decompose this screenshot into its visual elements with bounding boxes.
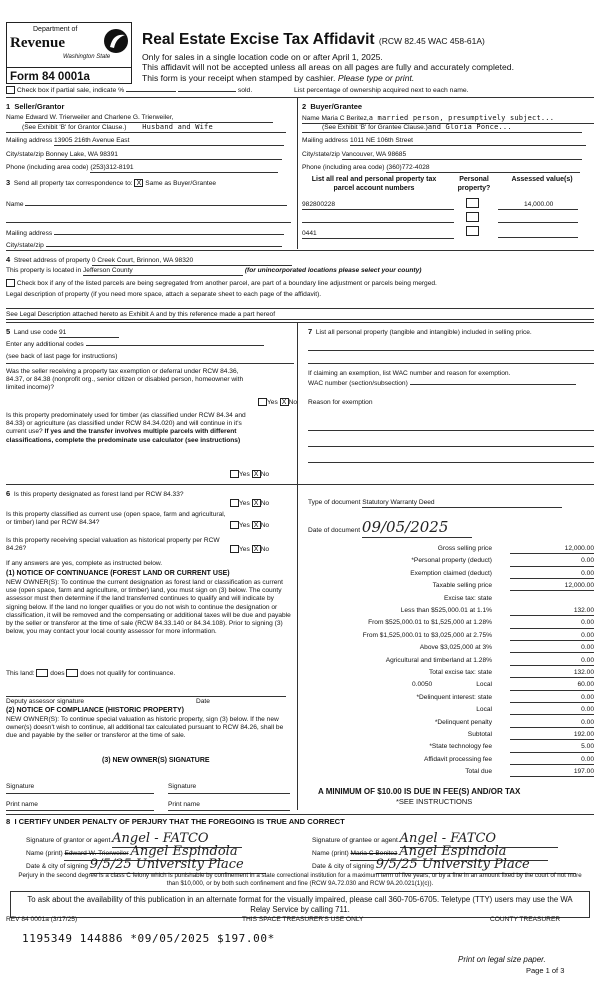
value-1[interactable]: 14,000.00 — [498, 201, 578, 210]
if-any-yes: If any answers are yes, complete as instructed below. — [6, 560, 163, 567]
segregated-checkbox[interactable] — [6, 279, 15, 287]
dept-line3: Washington State — [63, 54, 111, 60]
tax-row-label: *Delinquent interest: state — [416, 693, 492, 701]
forest-yes-no: Yes X No — [230, 499, 269, 508]
buyer-name-row: Name Maria C Beritez,a married person, presumptively subject... — [302, 114, 594, 124]
page-number: Page 1 of 3 — [526, 966, 565, 975]
exemption-no-checkbox[interactable]: X — [280, 398, 289, 406]
tax-row-label: From $1,525,000.01 to $3,025,000 at 2.75% — [362, 631, 492, 639]
tax-row-label: Subtotal — [467, 731, 492, 738]
tax-row-label: Agricultural and timberland at 1.28% — [385, 656, 492, 664]
tax-row-label: Taxable selling price — [432, 582, 492, 590]
grantor-date-city[interactable]: 9/5/25 University Place — [90, 857, 266, 874]
exemption-yes-checkbox[interactable] — [258, 398, 267, 406]
tax-row-label: From $525,000.01 to $1,525,000 at 1.28% — [368, 619, 492, 627]
forest-question: 6 Is this property designated as forest land per RCW 84.33? — [6, 489, 184, 498]
tax-row-value[interactable]: 0.00 — [510, 570, 594, 579]
personal-col-header: Personal property? — [457, 176, 491, 192]
tax-row-label: Less than $525,000.01 at 1.1% — [400, 607, 492, 614]
county-select[interactable]: Jefferson County — [83, 267, 243, 276]
partial-sale-checkbox[interactable] — [6, 86, 15, 94]
tax-row-value[interactable]: 5.00 — [510, 743, 594, 752]
tax-row-value[interactable]: 12,000.00 — [510, 582, 594, 591]
perjury-note: Perjury in the second degree is a class C felony which is punishable by confinement in a state correctional institution for a maximum term of five years, or by a fine in an amount fixed by the court of not more than $10,000, or by both such confinement and fine (RCW 9A.72.030 and RCW 9A.20.021(1)(c)). — [18, 872, 582, 887]
seller-name[interactable]: Edward W. Trierweiler and Charlene G. Trierweiler, — [25, 114, 273, 123]
county-row: This property is located in Jefferson County (for unincorporated locations please select your county) — [6, 267, 421, 276]
seller-relationship: Husband and Wife — [142, 123, 213, 131]
forest-yes-checkbox[interactable] — [230, 499, 239, 507]
buyer-name2-row: (See Exhibit 'B' for Grantee Clause.)and Gloria Ponce... — [302, 123, 582, 133]
deputy-sig-label: Deputy assessor signature — [6, 698, 85, 705]
tax-row-label: Above $3,025,000 at 3% — [419, 644, 492, 652]
dor-logo-box — [6, 22, 132, 68]
tax-row-label: Total excise tax: state — [428, 669, 492, 676]
seller-mailing-row: Mailing address 13905 216th Avenue East — [6, 137, 284, 146]
grantor-agent-name[interactable]: Angel Espindola — [130, 844, 238, 859]
historic-question: Is this property receiving special valuation as historical property per RCW 84.26? — [6, 537, 220, 553]
tax-row-label: Excise tax: state — [443, 594, 492, 602]
buyer-name[interactable]: Maria C Beritez, — [321, 115, 369, 122]
historic-yes-checkbox[interactable] — [230, 545, 239, 553]
wac-instructions: If claiming an exemption, list WAC number and reason for exemption. — [308, 370, 511, 377]
timber-yes-checkbox[interactable] — [230, 470, 239, 478]
owner-print-label-1: Print name — [6, 801, 38, 808]
alt-format-note: To ask about the availability of this publication in an alternate format for the visually impaired, please call 360-705-6705. Teletype (TTY) users may use the WA Relay Service by calling 711. — [10, 891, 590, 918]
grantor-name-row: Name (print) Edward W. Trierweiler Angel Espindola — [26, 844, 224, 861]
notice3-title: (3) NEW OWNER(S) SIGNATURE — [102, 757, 210, 764]
same-as-buyer-checkbox[interactable]: X — [134, 179, 143, 187]
tax-row-label: Local — [476, 681, 492, 689]
exemption-question: Was the seller receiving a property tax exemption or deferral under RCW 84.36, 84.37, or 84.38 (nonprofit org., senior citizen or disabled person, homeowner with limited income)? — [6, 368, 244, 392]
doc-date-row: Date of document 09/05/2025 — [308, 518, 472, 538]
buyer-city-row: City/state/zip Vancouver, WA 98685 — [302, 151, 582, 160]
corr-mailing[interactable] — [54, 234, 284, 235]
property-address[interactable]: 0 Creek Court, Brinnon, WA 98320 — [92, 257, 292, 266]
tax-row-value[interactable]: 12,000.00 — [510, 545, 594, 554]
personal-checkbox-3[interactable] — [466, 226, 479, 236]
personal-checkbox-2[interactable] — [466, 212, 479, 222]
section4-address-row: 4 Street address of property 0 Creek Court, Brinnon, WA 98320 — [6, 255, 292, 266]
corr-name[interactable] — [25, 205, 287, 206]
buyer-name-typed: a married person, presumptively subject... — [368, 114, 555, 122]
form-title: Real Estate Excise Tax Affidavit (RCW 82.45 WAC 458-61A) — [142, 31, 485, 48]
assessed-col-header: Assessed value(s) — [511, 176, 573, 183]
seller-city[interactable]: Bonney Lake, WA 98391 — [46, 151, 282, 160]
wac-row: WAC number (section/subsection) — [308, 380, 576, 388]
tax-row-label: Exemption claimed (deduct) — [410, 569, 492, 577]
tax-row-value[interactable]: 0.00 — [510, 719, 594, 728]
grantee-printed-struck: Maria C Benitez — [350, 850, 398, 857]
tax-row-value[interactable]: 0.00 — [510, 756, 594, 765]
parcel-2[interactable]: 0441 — [302, 230, 454, 239]
forest-no-checkbox[interactable]: X — [252, 499, 261, 507]
tax-row-value[interactable]: 132.00 — [510, 607, 594, 616]
current-use-no-checkbox[interactable]: X — [252, 521, 261, 529]
notice2-title: (2) NOTICE OF COMPLIANCE (HISTORIC PROPERTY) — [6, 707, 184, 714]
partial-sale-row: Check box if partial sale, indicate % sold. List percentage of ownership acquired next to each name. — [6, 86, 469, 95]
section3-row: 3 Send all property tax correspondence to: X Same as Buyer/Grantee — [6, 178, 217, 188]
treasurer-only: THIS SPACE TREASURER'S USE ONLY — [242, 916, 364, 923]
dept-line2: Revenue — [10, 35, 65, 51]
grantee-date-row: Date & city of signing 9/5/25 University Place — [312, 857, 576, 874]
tax-row-label: *State technology fee — [429, 743, 492, 751]
grantor-printed-struck: Edward W. Trierweiler — [64, 850, 129, 857]
seller-city-row: City/state/zip Bonney Lake, WA 98391 — [6, 151, 282, 160]
notice1-body: NEW OWNER(S): To continue the current designation as forest land or classification as current use (open space, farm and agriculture, or timber) land, you must sign on (3) below. The county assessor must then determine if the land transferred continues to qualify and will indicate by signing below. If the land no longer qualifies or you do not wish to continue the designation or classification, it will be removed and the compensating or additional taxes will be due and payable by the seller or transferor at the time of sale (RCW 84.33.140 or 84.34.108). Prior to signing (3) below, you may contact your local county assessor for more information. — [6, 579, 291, 636]
notice1-title: (1) NOTICE OF CONTINUANCE (FOREST LAND OR CURRENT USE) — [6, 570, 230, 577]
owner-sig-label-2: Signature — [168, 783, 197, 790]
land-use-row: 5 Land use code 91 — [6, 327, 119, 338]
historic-yes-no: Yes X No — [230, 545, 269, 554]
form-number: Form 84 0001a — [6, 68, 132, 84]
tax-row-value[interactable]: 60.00 — [510, 681, 594, 690]
seller-name2-row: (See Exhibit 'B' for Grantor Clause.) Husband and Wife — [6, 123, 286, 133]
reason-label: Reason for exemption — [308, 399, 373, 406]
header-line1: Only for sales in a single location code on or after April 1, 2025. — [142, 52, 383, 62]
doc-type-row: Type of document Statutory Warranty Deed — [308, 499, 562, 508]
county-treasurer: COUNTY TREASURER — [490, 916, 561, 923]
header-line2: This affidavit will not be accepted unless all areas on all pages are fully and accurately completed. — [142, 62, 514, 72]
same-as-buyer-label: Same as Buyer/Grantee — [145, 180, 217, 187]
tax-row-value[interactable]: 197.00 — [510, 768, 594, 777]
tax-row-value[interactable]: 0.00 — [510, 706, 594, 715]
current-use-question: Is this property classified as current use (open space, farm and agricultural, or timber) land per RCW 84.34? — [6, 511, 226, 527]
list-pct-note: List percentage of ownership acquired next to each name. — [294, 86, 469, 94]
form-rcw: (RCW 82.45 WAC 458-61A) — [378, 36, 485, 46]
seller-mailing[interactable]: 13905 216th Avenue East — [54, 137, 284, 146]
see-instructions-note: *SEE INSTRUCTIONS — [396, 797, 473, 806]
owner-print-label-2: Print name — [168, 801, 200, 808]
certify-heading: 8 I CERTIFY UNDER PENALTY OF PERJURY THAT THE FOREGOING IS TRUE AND CORRECT — [6, 817, 345, 826]
additional-codes-field[interactable] — [86, 345, 264, 346]
tax-row-label: Gross selling price — [437, 545, 492, 552]
deputy-date-label: Date — [196, 698, 210, 705]
owner-sig-label-1: Signature — [6, 783, 35, 790]
buyer-city[interactable]: Vancouver, WA 98685 — [342, 151, 582, 160]
buyer-name2-typed: and Gloria Ponce... — [427, 123, 512, 131]
header-line3: This form is your receipt when stamped by cashier. Please type or print. — [142, 73, 415, 83]
tax-row-label: Local — [476, 706, 492, 714]
grantee-sig-row: Signature of grantee or agent Angel - FATCO — [312, 831, 558, 848]
does-not-qualify-checkbox[interactable] — [66, 669, 78, 677]
doc-date[interactable]: 09/05/2025 — [362, 518, 472, 538]
tax-row-label: Total due — [465, 768, 492, 776]
tax-row-value[interactable]: 0.00 — [510, 557, 594, 566]
corr-city[interactable] — [46, 246, 282, 247]
buyer-phone-row: Phone (including area code) (360)772-4028 — [302, 164, 580, 173]
current-use-yes-checkbox[interactable] — [230, 521, 239, 529]
tax-row-label: Affidavit processing fee — [423, 755, 492, 763]
personal-checkbox-1[interactable] — [466, 198, 479, 208]
additional-codes-row: Enter any additional codes — [6, 341, 264, 349]
seller-name-row: Name Edward W. Trierweiler and Charlene G. Trierweiler, — [6, 114, 273, 123]
wac-number-field[interactable] — [410, 384, 576, 385]
legal-desc-label: Legal description of property (if you need more space, attach a separate sheet to each page of the affidavit). — [6, 291, 322, 298]
header-line3-italic: Please type or print. — [337, 73, 415, 83]
seller-phone-row: Phone (including area code) (253)312-8191 — [6, 164, 278, 173]
legal-size-note: Print on legal size paper. — [458, 955, 546, 964]
see-back-note: (see back of last page for instructions) — [6, 353, 118, 360]
qualify-row: This land: does does not qualify for continuance. — [6, 669, 176, 677]
does-qualify-checkbox[interactable] — [36, 669, 48, 677]
tax-row-value[interactable]: 0.00 — [510, 632, 594, 641]
corr-city-row: City/state/zip — [6, 242, 282, 250]
segregated-row: Check box if any of the listed parcels are being segregated from another parcel, are part of a boundary line adjustment or parcels being merged. — [6, 279, 437, 288]
grantee-name-row: Name (print) Maria C Benitez Angel Espindola — [312, 844, 548, 861]
dor-logo-icon — [101, 27, 131, 55]
timber-yes-no: Yes X No — [230, 470, 269, 479]
tax-row-value[interactable]: 132.00 — [510, 669, 594, 678]
rev-number: REV 84 0001a (3/17/25) — [6, 916, 78, 923]
tax-row-value[interactable]: 192.00 — [510, 731, 594, 740]
doc-type[interactable]: Statutory Warranty Deed — [362, 499, 562, 508]
buyer-mailing[interactable]: 1011 NE 106th Street — [350, 137, 586, 146]
timber-question-bold: If yes and the transfer involves multiple parcels with different classifications, complete the predominate use calculator (see instructions) — [6, 428, 241, 444]
corr-mailing-row: Mailing address — [6, 230, 284, 238]
historic-no-checkbox[interactable]: X — [252, 545, 261, 553]
grantee-date-city[interactable]: 9/5/25 University Place — [376, 857, 576, 874]
exemption-yes-no: Yes X No — [258, 398, 297, 407]
buyer-phone[interactable]: (360)772-4028 — [386, 164, 580, 173]
timber-question: Is this property predominately used for timber (as classified under RCW 84.34 and 84.33) or agriculture (as classified under RCW 84.34.020) and will continue in it's current use? If yes and the transfer involves multiple parcels with different classifications, complete the predominate use calculator (see instructions) — [6, 412, 246, 444]
buyer-mailing-row: Mailing address 1011 NE 106th Street — [302, 137, 586, 146]
notice2-body: NEW OWNER(S): To continue special valuation as historic property, sign (3) below. If the new owner(s) doesn't wish to continue, all additional tax calculated pursuant to RCW 84.26, shall be due and payable by the seller or transferor at the time of sale. — [6, 716, 284, 740]
grantor-date-row: Date & city of signing 9/5/25 University Place — [26, 857, 266, 874]
legal-desc-value[interactable]: See Legal Description attached hereto as Exhibit A and by this reference made a part hereof — [6, 311, 594, 320]
tax-row-value[interactable]: 0.00 — [510, 619, 594, 628]
parcel-col-header: List all real and personal property tax parcel account numbers — [311, 176, 437, 192]
grantee-signature[interactable]: Angel - FATCO — [400, 831, 558, 848]
parcel-1[interactable]: 982800228 — [302, 201, 454, 210]
section2-heading: 2 Buyer/Grantee — [302, 102, 363, 111]
dept-line1: Department of — [33, 26, 78, 33]
grantee-agent-name[interactable]: Angel Espindola — [399, 844, 507, 859]
seller-phone[interactable]: (253)312-8191 — [90, 164, 278, 173]
tax-row-value[interactable]: 0.00 — [510, 657, 594, 666]
local-rate: 0.0050 — [412, 681, 433, 689]
section1-heading: 1 Seller/Grantor — [6, 102, 65, 111]
tax-row-value[interactable]: 0.00 — [510, 694, 594, 703]
treasurer-stamp: 1195349 144886 *09/05/2025 $197.00* — [22, 932, 275, 945]
minimum-due-note: A MINIMUM OF $10.00 IS DUE IN FEE(S) AND/OR TAX — [318, 787, 521, 796]
grantor-sig-row: Signature of grantor or agent Angel - FATCO — [26, 831, 242, 848]
corr-name-row: Name — [6, 201, 287, 209]
tax-row-value[interactable]: 0.00 — [510, 644, 594, 653]
section7-text: 7 List all personal property (tangible and intangible) included in selling price. — [308, 327, 532, 336]
tax-row-label: *Delinquent penalty — [434, 718, 492, 726]
unincorp-note: (for unincorporated locations please select your county) — [244, 267, 422, 274]
land-use-code[interactable]: 91 — [59, 329, 119, 338]
timber-no-checkbox[interactable]: X — [252, 470, 261, 478]
current-use-yes-no: Yes X No — [230, 521, 269, 530]
tax-row-label: *Personal property (deduct) — [411, 557, 492, 565]
grantor-signature[interactable]: Angel - FATCO — [112, 831, 242, 848]
